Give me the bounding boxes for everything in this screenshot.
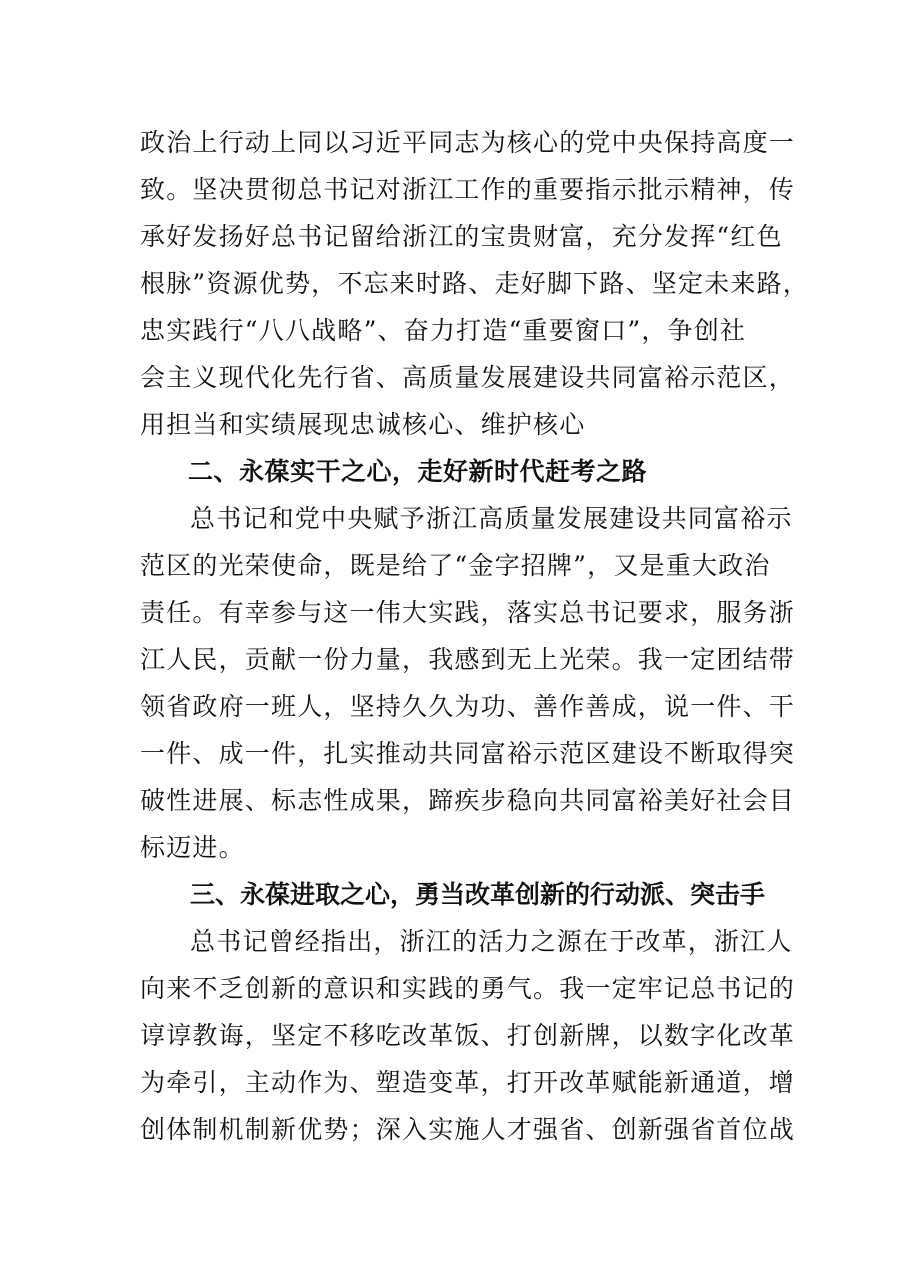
paragraph-line: 致。坚决贯彻总书记对浙江工作的重要指示批示精神，传 [140, 175, 796, 204]
paragraph-line: 忠实践行“八八战略”、奋力打造“重要窗口”，争创社 [140, 316, 747, 345]
document-body [140, 119, 809, 1153]
paragraph-3 [140, 918, 796, 1153]
paragraph-line: 责任。有幸参与这一伟大实践，落实总书记要求，服务浙 [140, 598, 796, 627]
section-heading-3: 三、永葆进取之心，勇当改革创新的行动派、突击手 [190, 880, 766, 909]
paragraph-2 [140, 495, 796, 871]
paragraph-line: 政治上行动上同以习近平同志为核心的党中央保持高度一 [140, 128, 796, 157]
paragraph-1 [140, 119, 809, 448]
paragraph-line: 标迈进。 [140, 833, 245, 862]
paragraph-line: 用担当和实绩展现忠诚核心、维护核心 [140, 410, 586, 439]
paragraph-line: 江人民，贡献一份力量，我感到无上光荣。我一定团结带 [140, 645, 796, 674]
paragraph-line: 破性进展、标志性成果，蹄疾步稳向共同富裕美好社会目 [140, 786, 796, 815]
paragraph-line: 创体制机制新优势；深入实施人才强省、创新强省首位战 [140, 1115, 796, 1144]
paragraph-line: 一件、成一件，扎实推动共同富裕示范区建设不断取得突 [140, 739, 796, 768]
paragraph-line: 谆谆教诲，坚定不移吃改革饭、打创新牌，以数字化改革 [140, 1021, 796, 1050]
section-heading-2: 二、永葆实干之心，走好新时代赶考之路 [188, 457, 648, 486]
paragraph-line: 根脉”资源优势，不忘来时路、走好脚下路、坚定未来路， [140, 269, 809, 298]
paragraph-line: 范区的光荣使命，既是给了“金字招牌”，又是重大政治 [140, 551, 771, 580]
paragraph-line: 领省政府一班人，坚持久久为功、善作善成，说一件、干 [140, 692, 796, 721]
paragraph-line: 总书记曾经指出，浙江的活力之源在于改革，浙江人 [190, 927, 793, 956]
paragraph-line: 会主义现代化先行省、高质量发展建设共同富裕示范区， [140, 363, 796, 392]
paragraph-line: 向来不乏创新的意识和实践的勇气。我一定牢记总书记的 [140, 974, 796, 1003]
paragraph-line: 为牵引，主动作为、塑造变革，打开改革赋能新通道，增 [140, 1068, 796, 1097]
paragraph-line: 总书记和党中央赋予浙江高质量发展建设共同富裕示 [190, 504, 793, 533]
paragraph-line: 承好发扬好总书记留给浙江的宝贵财富，充分发挥“红色 [140, 222, 783, 251]
